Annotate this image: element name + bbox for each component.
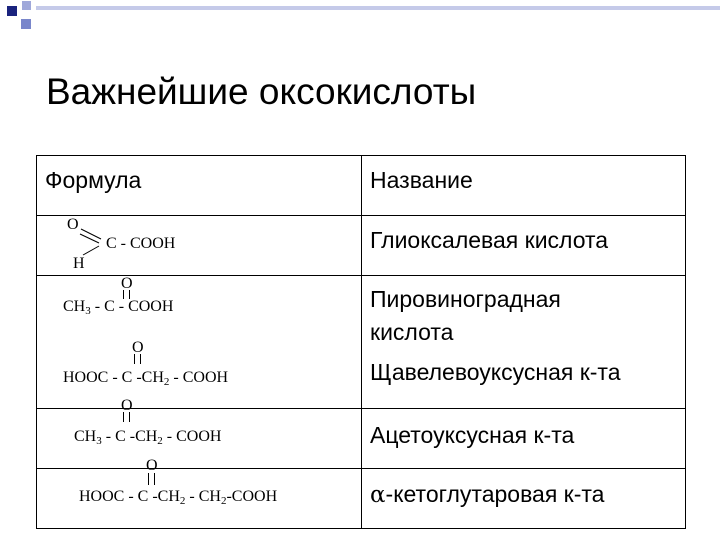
- formula-part: CH: [63, 298, 86, 315]
- slide-title: Важнейшие оксокислоты: [46, 71, 477, 112]
- formula-main: [74, 429, 221, 445]
- acid-name-line-1: Пировиноградная: [370, 286, 561, 312]
- acid-name: Глиоксалевая кислота: [370, 227, 609, 253]
- formula-subscript: 2: [163, 376, 170, 388]
- formula-oxygen: O: [146, 457, 158, 474]
- formula-part: - COOH: [162, 428, 222, 445]
- formula-part: -COOH: [226, 488, 278, 505]
- deco-square-dark: [7, 6, 17, 16]
- deco-square-light: [22, 1, 31, 10]
- table-row-divider: [37, 468, 685, 469]
- alpha-prefix: α: [370, 482, 386, 508]
- formula-part: HOOC - C -CH: [79, 488, 180, 505]
- formula-hydrogen: H: [73, 255, 85, 272]
- formula-subscript: 3: [96, 435, 102, 447]
- formula-part: CH: [74, 428, 97, 445]
- acid-name: Ацетоуксусная к-та: [370, 422, 575, 448]
- acid-name: Щавелевоуксусная к-та: [370, 359, 621, 385]
- formula-part: - CH: [185, 488, 221, 505]
- formula-subscript: 2: [179, 495, 186, 507]
- oxoacids-table: [36, 155, 686, 529]
- formula-subscript: 3: [85, 305, 91, 317]
- table-row-divider: [37, 215, 685, 216]
- table-row-divider: [37, 408, 685, 409]
- formula-part: - C - COOH: [90, 298, 174, 315]
- header-name: Название: [370, 167, 473, 193]
- header-decoration: [0, 0, 720, 40]
- formula-subscript: 2: [220, 495, 227, 507]
- formula-oxygen: O: [132, 339, 144, 356]
- table-row-divider: [37, 275, 685, 276]
- double-bond: [134, 354, 141, 364]
- formula-part: HOOC - C -CH: [63, 369, 164, 386]
- header-formula: Формула: [45, 167, 142, 193]
- formula-oxygen: O: [121, 275, 133, 292]
- formula-main: C - COOH: [106, 235, 176, 252]
- formula-part: - C -CH: [101, 428, 158, 445]
- double-bond: [148, 473, 155, 485]
- deco-square-mid: [21, 19, 31, 29]
- formula-oxygen: O: [121, 397, 133, 414]
- acid-name: [370, 478, 604, 511]
- formula-main: [63, 370, 228, 386]
- formula-part: - COOH: [169, 369, 229, 386]
- table-column-divider: [361, 156, 362, 528]
- acid-name-line-2: кислота: [370, 319, 454, 345]
- deco-line: [36, 6, 720, 10]
- double-bond: [123, 412, 130, 422]
- formula-oxygen: O: [67, 216, 79, 233]
- acid-name-text: -кетоглутаровая к-та: [385, 481, 605, 507]
- formula-main: [63, 299, 173, 315]
- formula-main: [79, 489, 277, 505]
- formula-subscript: 2: [157, 435, 163, 447]
